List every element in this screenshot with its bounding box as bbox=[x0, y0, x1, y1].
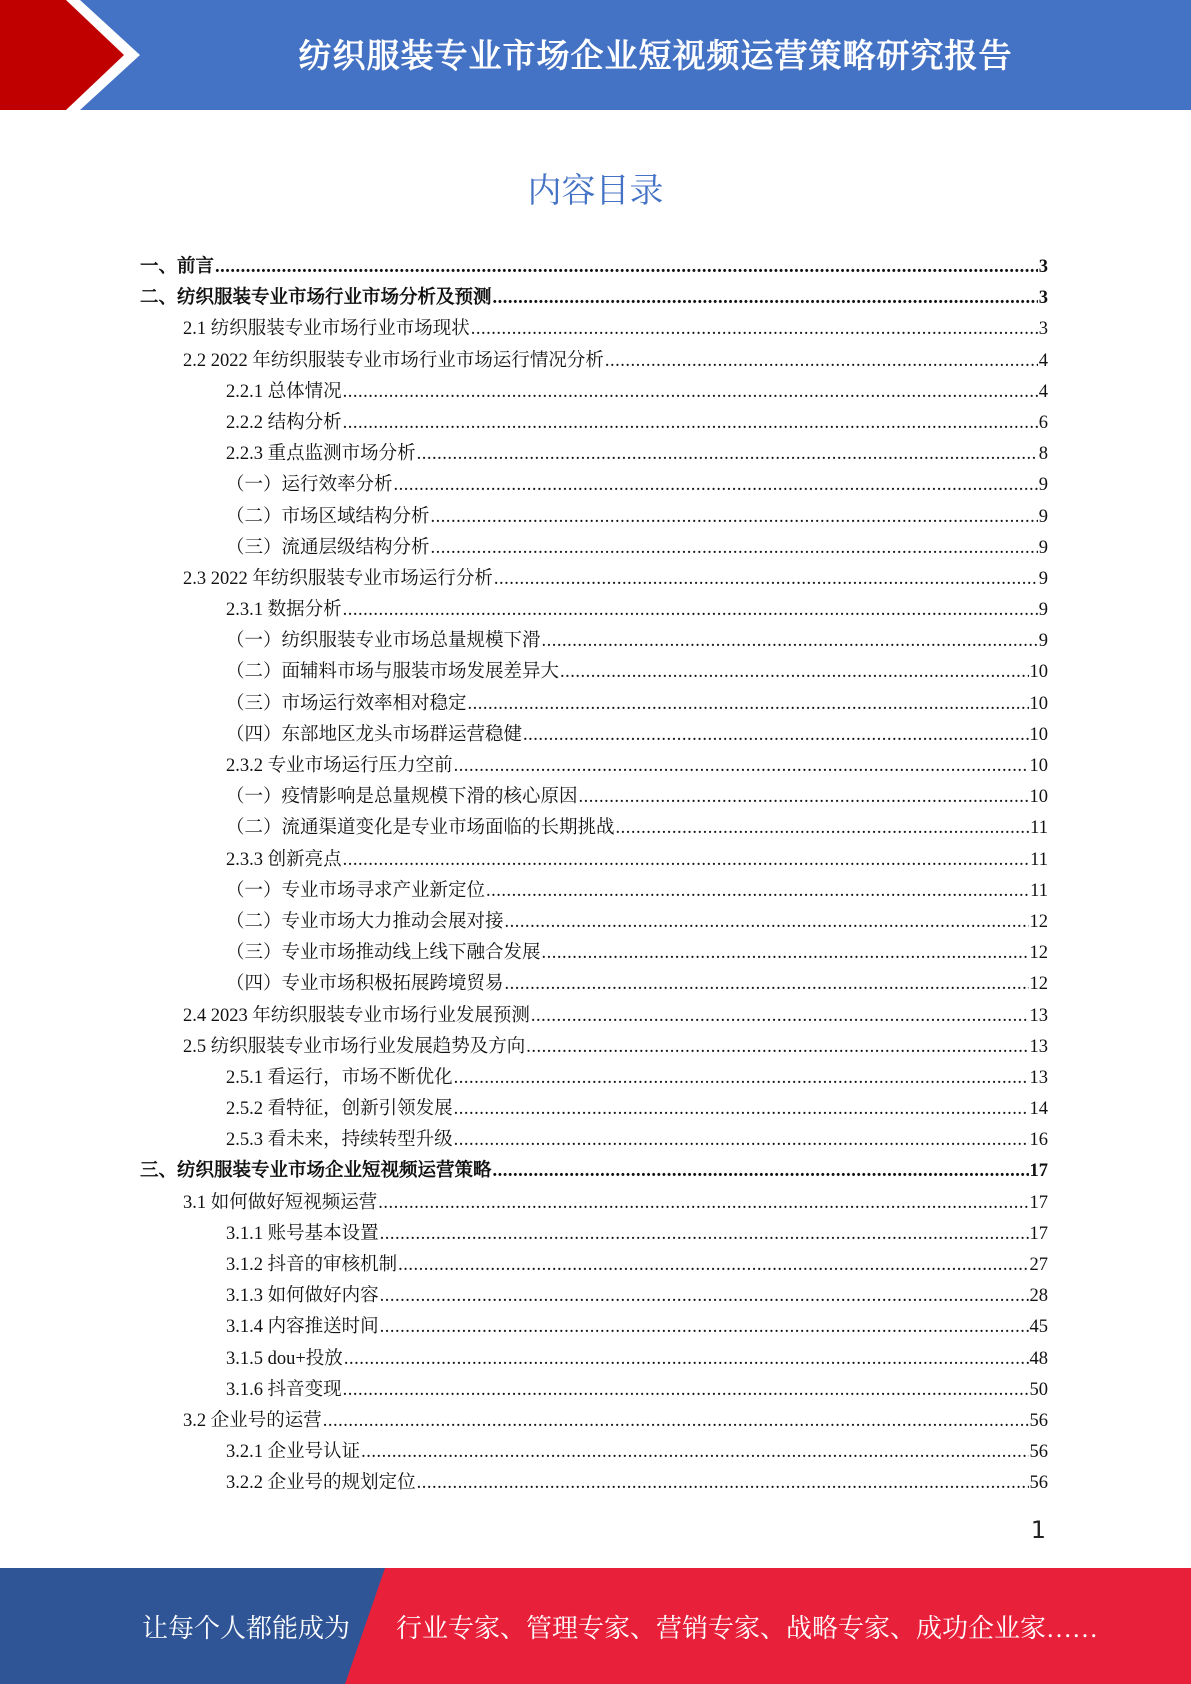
toc-dot-leader bbox=[542, 938, 1029, 969]
toc-dot-leader bbox=[215, 252, 1038, 283]
toc-entry[interactable] bbox=[140, 533, 1048, 564]
toc-entry-label: 3.1.6 抖音变现 bbox=[226, 1379, 342, 1400]
toc-dot-leader bbox=[494, 564, 1038, 595]
toc-entry[interactable] bbox=[140, 377, 1048, 408]
toc-entry-label: 2.5.2 看特征，创新引领发展 bbox=[226, 1099, 453, 1120]
toc-entry[interactable] bbox=[140, 782, 1048, 813]
header-banner bbox=[0, 0, 1191, 110]
toc-entry-label: （一）纺织服装专业市场总量规模下滑 bbox=[226, 631, 541, 652]
toc-entry[interactable] bbox=[140, 283, 1048, 314]
toc-entry-label: 2.5.1 看运行，市场不断优化 bbox=[226, 1067, 453, 1088]
toc-entry[interactable] bbox=[140, 1188, 1048, 1219]
toc-entry[interactable] bbox=[140, 1344, 1048, 1375]
toc-dot-leader bbox=[579, 782, 1029, 813]
toc-entry[interactable] bbox=[140, 657, 1048, 688]
toc-dot-leader bbox=[398, 1250, 1028, 1281]
toc-entry-page: 3 bbox=[1038, 257, 1048, 277]
toc-entry-page: 13 bbox=[1029, 1067, 1048, 1088]
toc-entry[interactable] bbox=[140, 845, 1048, 876]
toc-entry[interactable] bbox=[140, 1094, 1048, 1125]
toc-dot-leader bbox=[468, 689, 1029, 720]
toc-entry-label: （三）市场运行效率相对稳定 bbox=[226, 693, 467, 714]
toc-entry[interactable] bbox=[140, 1219, 1048, 1250]
report-title: 纺织服装专业市场企业短视频运营策略研究报告 bbox=[298, 35, 1013, 75]
toc-entry-page: 17 bbox=[1029, 1223, 1048, 1244]
toc-entry-page: 11 bbox=[1030, 818, 1048, 839]
toc-entry-label: 二、纺织服装专业市场行业市场分析及预测 bbox=[140, 288, 492, 309]
toc-entry-page: 50 bbox=[1029, 1379, 1048, 1400]
toc-entry-page: 12 bbox=[1029, 911, 1048, 932]
toc-entry-label: 2.2.2 结构分析 bbox=[226, 412, 342, 433]
toc-entry[interactable] bbox=[140, 626, 1048, 657]
toc-dot-leader bbox=[417, 1468, 1029, 1499]
toc-entry[interactable] bbox=[140, 314, 1048, 345]
toc-entry-page: 16 bbox=[1029, 1130, 1048, 1151]
toc-entry[interactable] bbox=[140, 1156, 1048, 1187]
toc-entry-page: 10 bbox=[1029, 787, 1048, 808]
toc-entry-page: 45 bbox=[1029, 1317, 1048, 1338]
toc-entry-page: 3 bbox=[1038, 288, 1048, 309]
toc-entry-label: 2.3.2 专业市场运行压力空前 bbox=[226, 756, 453, 776]
toc-dot-leader bbox=[380, 1219, 1029, 1250]
footer-banner bbox=[0, 1568, 1191, 1684]
toc-entry[interactable] bbox=[140, 439, 1048, 470]
toc-entry[interactable] bbox=[140, 1032, 1048, 1063]
toc-entry-label: （四）东部地区龙头市场群运营稳健 bbox=[226, 724, 523, 745]
toc-entry-label: 3.2.2 企业号的规划定位 bbox=[226, 1473, 416, 1494]
toc-dot-leader bbox=[493, 283, 1038, 314]
toc-entry-page: 27 bbox=[1029, 1255, 1048, 1275]
toc-entry-label: 一、前言 bbox=[140, 257, 215, 277]
toc-entry-page: 9 bbox=[1038, 506, 1048, 527]
toc-entry-page: 56 bbox=[1029, 1410, 1048, 1431]
toc-dot-leader bbox=[471, 314, 1038, 345]
toc-entry-page: 56 bbox=[1029, 1473, 1048, 1494]
toc-dot-leader bbox=[531, 1001, 1029, 1032]
page-number: 1 bbox=[1030, 1516, 1046, 1544]
toc-dot-leader bbox=[605, 346, 1038, 377]
toc-entry-page: 9 bbox=[1038, 475, 1048, 496]
toc-entry[interactable] bbox=[140, 470, 1048, 501]
toc-entry[interactable] bbox=[140, 1125, 1048, 1156]
toc-entry-page: 48 bbox=[1029, 1348, 1048, 1369]
toc-entry-page: 4 bbox=[1038, 350, 1048, 371]
footer-slogan-left: 让每个人都能成为 bbox=[142, 1613, 351, 1643]
toc-entry-label: 3.1.3 如何做好内容 bbox=[226, 1286, 379, 1307]
toc-entry-label: （三）专业市场推动线上线下融合发展 bbox=[226, 943, 541, 964]
toc-entry[interactable] bbox=[140, 1468, 1048, 1499]
toc-dot-leader bbox=[526, 1032, 1028, 1063]
toc-entry[interactable] bbox=[140, 252, 1048, 283]
toc-entry[interactable] bbox=[140, 689, 1048, 720]
toc-entry-label: （一）疫情影响是总量规模下滑的核心原因 bbox=[226, 787, 578, 808]
toc-entry-label: 3.2 企业号的运营 bbox=[183, 1410, 322, 1431]
toc-entry[interactable] bbox=[140, 1281, 1048, 1312]
toc-entry-page: 14 bbox=[1029, 1099, 1048, 1120]
toc-dot-leader bbox=[560, 657, 1028, 688]
toc-entry-label: 3.1.5 dou+投放 bbox=[226, 1348, 343, 1369]
toc-entry-label: 2.2 2022 年纺织服装专业市场行业市场运行情况分析 bbox=[183, 350, 604, 371]
toc-entry-label: 2.2.1 总体情况 bbox=[226, 381, 342, 402]
toc-dot-leader bbox=[343, 377, 1038, 408]
toc-entry-label: （二）专业市场大力推动会展对接 bbox=[226, 911, 504, 932]
toc-entry[interactable] bbox=[140, 595, 1048, 626]
toc-entry-page: 9 bbox=[1038, 631, 1048, 652]
toc-entry-page: 10 bbox=[1029, 756, 1048, 776]
toc-dot-leader bbox=[378, 1188, 1028, 1219]
toc-entry-label: （四）专业市场积极拓展跨境贸易 bbox=[226, 974, 504, 995]
toc-entry-page: 13 bbox=[1029, 1036, 1048, 1057]
toc-dot-leader bbox=[431, 533, 1038, 564]
toc-entry-label: 3.1.2 抖音的审核机制 bbox=[226, 1255, 398, 1275]
toc-dot-leader bbox=[493, 1156, 1029, 1187]
toc-entry-label: 2.3.1 数据分析 bbox=[226, 600, 342, 621]
toc-entry-page: 8 bbox=[1038, 444, 1048, 465]
toc-entry[interactable] bbox=[140, 1001, 1048, 1032]
toc-entry-page: 13 bbox=[1029, 1005, 1048, 1026]
toc-entry[interactable] bbox=[140, 969, 1048, 1000]
toc-dot-leader bbox=[616, 813, 1030, 844]
toc-dot-leader bbox=[454, 751, 1029, 782]
toc-entry-page: 9 bbox=[1038, 568, 1048, 589]
toc-entry[interactable] bbox=[140, 346, 1048, 377]
toc-entry-page: 12 bbox=[1029, 943, 1048, 964]
toc-entry-page: 11 bbox=[1030, 880, 1048, 901]
toc-entry-label: 2.2.3 重点监测市场分析 bbox=[226, 444, 416, 465]
toc-dot-leader bbox=[417, 439, 1038, 470]
toc-dot-leader bbox=[343, 845, 1030, 876]
toc-entry[interactable] bbox=[140, 408, 1048, 439]
toc-entry-label: （二）面辅料市场与服装市场发展差异大 bbox=[226, 662, 560, 683]
toc-heading: 内容目录 bbox=[527, 171, 664, 211]
toc-entry[interactable] bbox=[140, 1375, 1048, 1406]
toc-entry[interactable] bbox=[140, 751, 1048, 782]
toc-entry-page: 3 bbox=[1038, 319, 1048, 340]
toc-dot-leader bbox=[343, 1375, 1029, 1406]
toc-dot-leader bbox=[454, 1125, 1029, 1156]
toc-dot-leader bbox=[323, 1406, 1029, 1437]
toc-entry-label: 3.2.1 企业号认证 bbox=[226, 1442, 361, 1463]
toc-entry[interactable] bbox=[140, 1312, 1048, 1343]
toc-dot-leader bbox=[523, 720, 1028, 751]
toc-dot-leader bbox=[343, 595, 1038, 626]
toc-entry-label: 2.5 纺织服装专业市场行业发展趋势及方向 bbox=[183, 1036, 526, 1057]
toc-entry-label: （三）流通层级结构分析 bbox=[226, 537, 430, 558]
toc-entry[interactable] bbox=[140, 1437, 1048, 1468]
toc-dot-leader bbox=[454, 1063, 1029, 1094]
toc-entry-label: （二）流通渠道变化是专业市场面临的长期挑战 bbox=[226, 818, 615, 839]
toc-entry-page: 56 bbox=[1029, 1442, 1048, 1463]
toc-entry-label: （二）市场区域结构分析 bbox=[226, 506, 430, 527]
toc-dot-leader bbox=[394, 470, 1038, 501]
toc-entry-page: 17 bbox=[1029, 1192, 1048, 1213]
toc-entry[interactable] bbox=[140, 1250, 1048, 1281]
toc-dot-leader bbox=[380, 1281, 1029, 1312]
toc-entry-label: 3.1.4 内容推送时间 bbox=[226, 1317, 379, 1338]
table-of-contents bbox=[140, 252, 1048, 1500]
footer-slogan-right: 行业专家、管理专家、营销专家、战略专家、成功企业家…… bbox=[396, 1613, 1099, 1643]
toc-entry-page: 10 bbox=[1029, 662, 1048, 683]
toc-entry-label: 3.1.1 账号基本设置 bbox=[226, 1223, 379, 1244]
toc-entry-label: （一）专业市场寻求产业新定位 bbox=[226, 880, 486, 901]
toc-entry-label: 2.3.3 创新亮点 bbox=[226, 849, 342, 870]
toc-entry-page: 10 bbox=[1029, 724, 1048, 745]
toc-entry-label: 三、纺织服装专业市场企业短视频运营策略 bbox=[140, 1161, 492, 1182]
toc-entry[interactable] bbox=[140, 938, 1048, 969]
toc-entry-page: 28 bbox=[1029, 1286, 1048, 1307]
toc-entry-page: 4 bbox=[1038, 381, 1048, 402]
toc-entry[interactable] bbox=[140, 564, 1048, 595]
toc-entry[interactable] bbox=[140, 876, 1048, 907]
toc-dot-leader bbox=[542, 626, 1038, 657]
toc-entry[interactable] bbox=[140, 502, 1048, 533]
toc-entry-label: （一）运行效率分析 bbox=[226, 475, 393, 496]
toc-entry[interactable] bbox=[140, 720, 1048, 751]
toc-entry[interactable] bbox=[140, 813, 1048, 844]
toc-dot-leader bbox=[505, 969, 1029, 1000]
toc-dot-leader bbox=[380, 1312, 1029, 1343]
toc-dot-leader bbox=[486, 876, 1029, 907]
toc-entry-page: 11 bbox=[1030, 849, 1048, 870]
toc-entry-label: 2.4 2023 年纺织服装专业市场行业发展预测 bbox=[183, 1005, 530, 1026]
toc-entry-label: 3.1 如何做好短视频运营 bbox=[183, 1192, 378, 1213]
toc-entry[interactable] bbox=[140, 1406, 1048, 1437]
toc-dot-leader bbox=[431, 502, 1038, 533]
toc-dot-leader bbox=[344, 1344, 1029, 1375]
toc-entry-page: 17 bbox=[1029, 1161, 1048, 1182]
toc-entry-label: 2.5.3 看未来，持续转型升级 bbox=[226, 1130, 453, 1151]
toc-entry-page: 12 bbox=[1029, 974, 1048, 995]
toc-entry-page: 6 bbox=[1038, 412, 1048, 433]
toc-dot-leader bbox=[343, 408, 1038, 439]
toc-entry[interactable] bbox=[140, 907, 1048, 938]
toc-dot-leader bbox=[505, 907, 1029, 938]
toc-entry-label: 2.3 2022 年纺织服装专业市场运行分析 bbox=[183, 568, 493, 589]
toc-entry-page: 9 bbox=[1038, 600, 1048, 621]
toc-entry-page: 9 bbox=[1038, 537, 1048, 558]
toc-entry-page: 10 bbox=[1029, 693, 1048, 714]
toc-dot-leader bbox=[454, 1094, 1029, 1125]
toc-entry-label: 2.1 纺织服装专业市场行业市场现状 bbox=[183, 319, 470, 340]
toc-dot-leader bbox=[361, 1437, 1028, 1468]
toc-entry[interactable] bbox=[140, 1063, 1048, 1094]
